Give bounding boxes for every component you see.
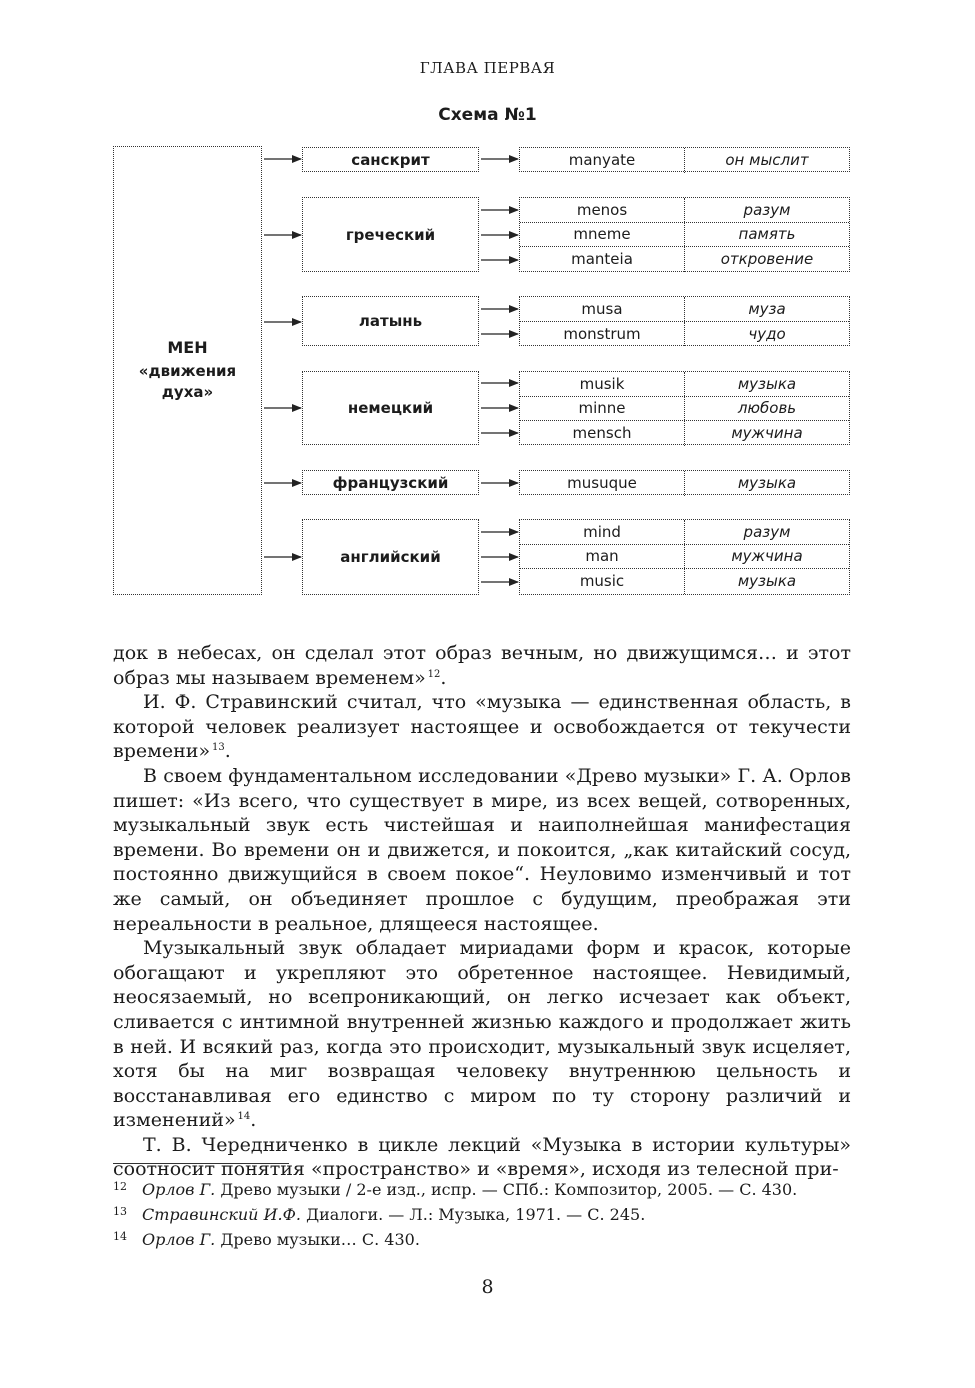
paragraph: Т. В. Чередниченко в цикле лекций «Музыка в истории культуры» соотносит понятия «пространство» и «время», исходя из телесной при-: [113, 1133, 851, 1181]
word-meaning: чудо: [748, 324, 786, 343]
footnote-number: 12: [113, 1180, 127, 1193]
word-source: menos: [520, 198, 685, 222]
footnote-ref: 14: [237, 1111, 251, 1123]
word-row: [520, 520, 849, 545]
word-meaning: музыка: [737, 374, 797, 393]
paragraph: [113, 641, 851, 690]
word-row: [520, 421, 849, 446]
word-source: mind: [520, 520, 685, 544]
body-text: [113, 641, 851, 1182]
paragraph-text: Музыкальный звук обладает мириадами форм и красок, которые обогащают и укрепляют это обретенное настоящее. Невидимый, неосязаемый, но всепроникающий, он легко исчезает как объект, сливается с интимной внутренней жизнью каждого и продолжает жить в ней. И всякий раз, когда это происходит, музыкальный звук исцеляет, хотя бы на миг возвращая человеку внутреннюю цельность и восстанавливая его единство с миром по ту сторону различий и изменений»: [113, 937, 851, 1132]
footnote-divider: [113, 1163, 289, 1164]
word-meaning: разум: [743, 200, 791, 219]
words-table-french: [519, 470, 850, 495]
footnote: [113, 1227, 863, 1252]
words-table-english: [519, 519, 850, 595]
word-row: [520, 545, 849, 570]
word-meaning: любовь: [737, 399, 797, 418]
paragraph: В своем фундаментальном исследовании «Древо музыки» Г. А. Орлов пишет: «Из всего, что существует в мире, из всех вещей, сотворенных, музыкальный звук есть чистейшая и наиполнейшая манифестация времени. Во времени он и движется, и покоится, „как китайский сосуд, постоянно движущийся в своем покое“. Неуловимо изменчивый и тот же самый, он объединяет прошлое с будущим, преображая эти нереальности в реальное, длящееся настоящее.: [113, 764, 851, 935]
word-source: monstrum: [520, 322, 685, 347]
word-row: [520, 471, 849, 496]
word-source: manteia: [520, 247, 685, 272]
word-meaning: музыка: [737, 474, 797, 493]
word-meaning: музыка: [737, 572, 797, 591]
word-meaning: память: [738, 225, 796, 244]
lang-box-latin: латынь: [302, 296, 479, 346]
root-subtitle: «движения духа»: [138, 362, 237, 401]
paragraph-end: .: [250, 1109, 257, 1132]
word-row: [520, 297, 849, 322]
word-source: musa: [520, 297, 685, 321]
word-row: [520, 322, 849, 347]
paragraph: [113, 936, 851, 1133]
word-meaning: муза: [748, 299, 786, 318]
page-number: 8: [481, 1276, 494, 1298]
lang-box-greek: греческий: [302, 197, 479, 272]
footnote-ref: 13: [211, 742, 225, 754]
word-source: music: [520, 569, 685, 594]
word-row: [520, 569, 849, 594]
footnotes: [113, 1177, 863, 1252]
paragraph-text: док в небесах, он сделал этот образ вечным, но движущимся… и этот образ мы называем временем»: [113, 642, 851, 689]
lang-box-french: французский: [302, 470, 479, 495]
word-source: musuque: [520, 471, 685, 496]
word-meaning: откровение: [720, 250, 814, 269]
footnote-text: Древо музыки / 2-е изд., испр. — СПб.: Композитор, 2005. — С. 430.: [220, 1180, 798, 1199]
paragraph-end: .: [224, 740, 231, 763]
footnote-author: Орлов Г.: [142, 1230, 216, 1249]
word-row: [520, 148, 849, 173]
running-head: ГЛАВА ПЕРВАЯ: [419, 59, 556, 77]
root-title: МЕН: [167, 338, 208, 357]
footnote-text: Древо музыки… С. 430.: [220, 1230, 420, 1249]
words-table-german: [519, 371, 850, 445]
paragraph-end: .: [440, 666, 447, 689]
word-source: minne: [520, 397, 685, 421]
paragraph-text: И. Ф. Стравинский считал, что «музыка — единственная область, в которой человек реализует настоящее и освобождается от текучести времени»: [113, 691, 851, 763]
word-row: [520, 223, 849, 248]
word-source: mensch: [520, 421, 685, 446]
word-meaning: мужчина: [731, 547, 803, 566]
word-source: mneme: [520, 223, 685, 247]
footnote-number: 13: [113, 1205, 127, 1218]
footnote-text: Диалоги. — Л.: Музыка, 1971. — С. 245.: [306, 1205, 646, 1224]
word-source: musik: [520, 372, 685, 396]
words-table-sanskrit: [519, 147, 850, 172]
footnote: [113, 1177, 863, 1202]
footnote-ref: 12: [427, 668, 441, 680]
words-table-greek: [519, 197, 850, 272]
word-meaning: он мыслит: [725, 151, 809, 170]
lang-box-german: немецкий: [302, 371, 479, 445]
word-row: [520, 372, 849, 397]
scheme-title: Схема №1: [438, 105, 537, 125]
word-row: [520, 247, 849, 272]
words-table-latin: [519, 296, 850, 346]
lang-box-english: английский: [302, 519, 479, 595]
lang-box-sanskrit: санскрит: [302, 147, 479, 172]
word-meaning: мужчина: [731, 424, 803, 443]
word-row: [520, 198, 849, 223]
word-source: man: [520, 545, 685, 569]
word-source: manyate: [520, 148, 685, 173]
word-meaning: разум: [743, 522, 791, 541]
word-row: [520, 397, 849, 422]
footnote-number: 14: [113, 1230, 127, 1243]
paragraph: [113, 690, 851, 764]
footnote: [113, 1202, 863, 1227]
footnote-author: Орлов Г.: [142, 1180, 216, 1199]
footnote-author: Стравинский И.Ф.: [142, 1205, 301, 1224]
